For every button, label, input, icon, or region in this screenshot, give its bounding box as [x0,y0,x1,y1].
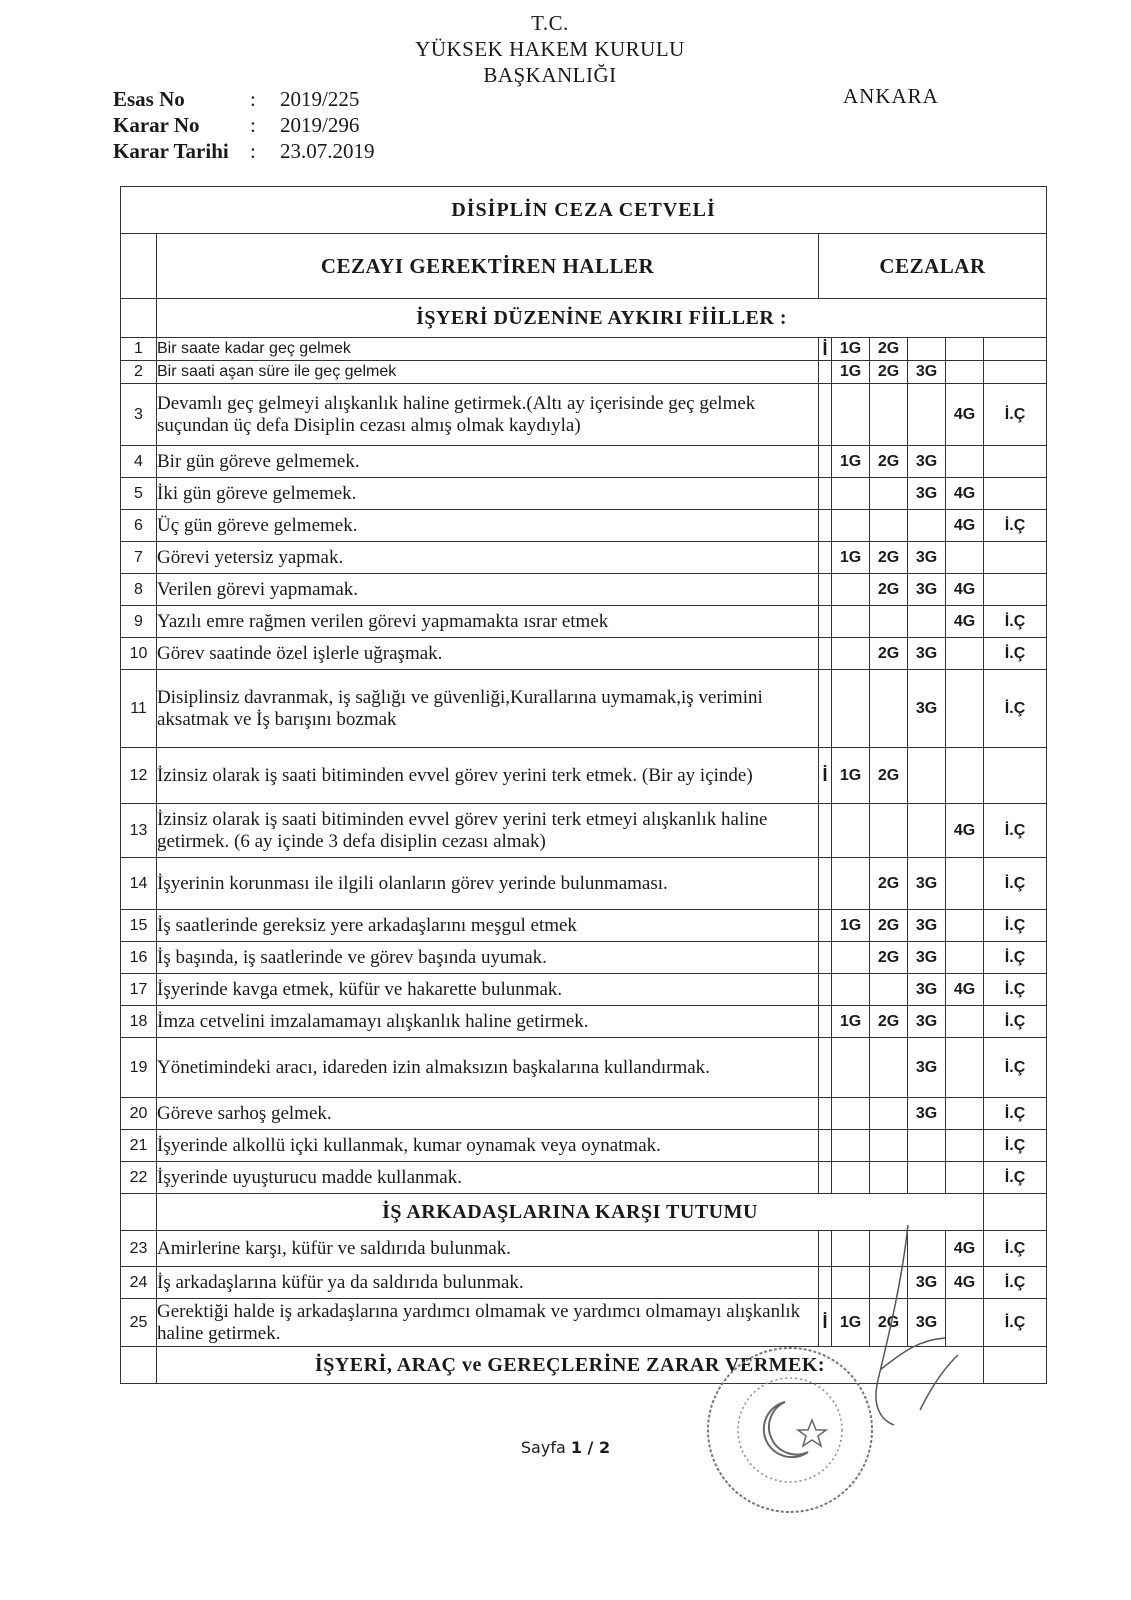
penalty-cell: İ.Ç [984,858,1047,910]
penalty-cell [832,1130,870,1162]
row-number: 10 [121,638,157,670]
penalty-cell: 1G [832,1006,870,1038]
row-number: 8 [121,574,157,606]
penalty-cell [870,384,908,446]
offense-description: İşyerinde kavga etmek, küfür ve hakarette bulunmak. [157,974,819,1006]
penalty-cell [946,446,984,478]
offense-description: İmza cetvelini imzalamamayı alışkanlık haline getirmek. [157,1006,819,1038]
header-institution: YÜKSEK HAKEM KURULU [415,37,685,61]
penalty-cell [832,478,870,510]
header-cezalar: CEZALAR [819,234,1047,299]
penalty-cell: İ.Ç [984,942,1047,974]
penalty-cell [819,638,832,670]
penalty-cell [908,748,946,804]
penalty-cell [832,638,870,670]
penalty-cell [819,974,832,1006]
table-row [121,974,1047,1006]
penalty-cell [832,606,870,638]
penalty-cell [819,446,832,478]
table-row [121,446,1047,478]
penalty-cell: İ.Ç [984,638,1047,670]
penalty-cell [908,1162,946,1194]
penalty-cell [908,338,946,361]
penalty-cell: İ.Ç [984,1038,1047,1098]
offense-description: Görevi yetersiz yapmak. [157,542,819,574]
penalty-cell [946,542,984,574]
row-number: 25 [121,1299,157,1347]
penalty-cell [870,1130,908,1162]
penalty-cell [984,361,1047,384]
table-row [121,510,1047,542]
penalty-cell: 4G [946,574,984,606]
penalty-cell [870,606,908,638]
penalty-cell [946,361,984,384]
table-row [121,606,1047,638]
penalty-cell: 3G [908,478,946,510]
penalty-cell: 3G [908,542,946,574]
penalty-cell [819,942,832,974]
penalty-cell [819,542,832,574]
penalty-cell [984,542,1047,574]
table-row [121,542,1047,574]
penalty-cell: 3G [908,974,946,1006]
penalty-cell: 3G [908,670,946,748]
offense-description: Göreve sarhoş gelmek. [157,1098,819,1130]
penalty-cell [832,804,870,858]
penalty-cell [819,361,832,384]
table-row [121,910,1047,942]
penalty-cell [819,804,832,858]
penalty-cell [946,1098,984,1130]
penalty-cell [819,384,832,446]
penalty-cell [946,338,984,361]
offense-description: Verilen görevi yapmamak. [157,574,819,606]
penalty-cell [832,670,870,748]
penalty-cell: İ.Ç [984,510,1047,542]
offense-description: Disiplinsiz davranmak, iş sağlığı ve güvenliği,Kurallarına uymamak,iş verimini aksatmak ve İş barışını bozmak [157,670,819,748]
penalty-cell [870,804,908,858]
penalty-cell: 3G [908,858,946,910]
penalty-cell: 3G [908,446,946,478]
offense-description: Devamlı geç gelmeyi alışkanlık haline getirmek.(Altı ay içerisinde geç gelmek suçundan üç defa Disiplin cezası almış olmak kaydıyla) [157,384,819,446]
penalty-cell: 3G [908,1006,946,1038]
penalty-cell [832,574,870,606]
meta-sep: : [250,87,256,111]
table-row [121,1098,1047,1130]
row-number: 11 [121,670,157,748]
table-row [121,942,1047,974]
row-number: 21 [121,1130,157,1162]
penalty-cell: 3G [908,574,946,606]
table-title: DİSİPLİN CEZA CETVELİ [121,187,1047,234]
table-row [121,1038,1047,1098]
penalty-cell [946,638,984,670]
penalty-cell [832,858,870,910]
offense-description: İşyerinde alkollü içki kullanmak, kumar oynamak veya oynatmak. [157,1130,819,1162]
table-row [121,748,1047,804]
penalty-cell [832,384,870,446]
row-number: 12 [121,748,157,804]
penalty-cell [870,478,908,510]
penalty-cell: 4G [946,510,984,542]
table-row [121,858,1047,910]
row-number: 6 [121,510,157,542]
penalty-table [120,186,1047,1384]
penalty-cell: 1G [832,542,870,574]
penalty-cell [819,858,832,910]
penalty-cell [946,1162,984,1194]
case-meta [113,86,375,164]
penalty-cell [946,1006,984,1038]
penalty-cell [946,670,984,748]
table-row [121,361,1047,384]
penalty-cell [908,384,946,446]
penalty-cell: İ.Ç [984,1162,1047,1194]
meta-label: Karar No [113,113,200,137]
penalty-cell [984,446,1047,478]
row-number: 20 [121,1098,157,1130]
penalty-cell: İ.Ç [984,606,1047,638]
row-number: 5 [121,478,157,510]
row-number: 7 [121,542,157,574]
penalty-cell: 4G [946,478,984,510]
table-row [121,384,1047,446]
penalty-cell: 3G [908,1299,946,1347]
penalty-cell: İ [819,1299,832,1347]
table-row [121,638,1047,670]
penalty-cell [946,1038,984,1098]
row-number: 15 [121,910,157,942]
penalty-cell: 1G [832,446,870,478]
penalty-cell: 4G [946,804,984,858]
penalty-cell: İ.Ç [984,1098,1047,1130]
penalty-cell [819,1231,832,1267]
table-row [121,338,1047,361]
penalty-cell [832,1038,870,1098]
penalty-cell: 3G [908,1038,946,1098]
penalty-cell [984,574,1047,606]
penalty-cell: 4G [946,606,984,638]
penalty-cell [946,942,984,974]
footer-page: 1 [570,1438,582,1457]
offense-description: Yazılı emre rağmen verilen görevi yapmamakta ısrar etmek [157,606,819,638]
row-number: 9 [121,606,157,638]
table-row [121,1130,1047,1162]
penalty-cell: 1G [832,361,870,384]
penalty-cell: 2G [870,942,908,974]
penalty-cell: İ.Ç [984,1130,1047,1162]
penalty-cell: 2G [870,748,908,804]
penalty-cell [819,1162,832,1194]
offense-description: Yönetimindeki aracı, idareden izin almaksızın başkalarına kullandırmak. [157,1038,819,1098]
header-tc: T.C. [531,11,569,35]
penalty-cell [984,478,1047,510]
penalty-cell: 3G [908,1098,946,1130]
penalty-cell [819,1267,832,1299]
offense-description: Bir saate kadar geç gelmek [157,338,819,361]
penalty-cell: 4G [946,974,984,1006]
penalty-cell: 3G [908,910,946,942]
penalty-cell: 2G [870,446,908,478]
offense-description: Amirlerine karşı, küfür ve saldırıda bulunmak. [157,1231,819,1267]
penalty-cell [908,606,946,638]
row-number: 2 [121,361,157,384]
footer-total: 2 [598,1438,611,1457]
penalty-cell: İ.Ç [984,804,1047,858]
penalty-cell: 2G [870,361,908,384]
row-number: 4 [121,446,157,478]
page-footer [0,1438,1131,1457]
penalty-cell [819,574,832,606]
penalty-cell: 3G [908,1267,946,1299]
row-number: 17 [121,974,157,1006]
offense-description: İki gün göreve gelmemek. [157,478,819,510]
penalty-cell: 2G [870,1006,908,1038]
meta-row [113,112,375,138]
penalty-cell: 1G [832,748,870,804]
section-title: İŞYERİ, ARAÇ ve GEREÇLERİNE ZARAR VERMEK: [157,1347,984,1384]
penalty-cell: 4G [946,384,984,446]
header-presidency: BAŞKANLIĞI [483,63,617,87]
penalty-cell [946,748,984,804]
footer-prefix: Sayfa [520,1438,571,1457]
penalty-cell [984,338,1047,361]
penalty-cell: İ [819,338,832,361]
penalty-cell [832,942,870,974]
penalty-cell: 3G [908,942,946,974]
penalty-cell [819,910,832,942]
penalty-cell: 4G [946,1231,984,1267]
penalty-cell: İ.Ç [984,910,1047,942]
penalty-cell [819,670,832,748]
meta-value: 23.07.2019 [280,139,375,163]
penalty-cell [984,748,1047,804]
penalty-cell: 2G [870,638,908,670]
penalty-cell [819,606,832,638]
penalty-cell: 2G [870,574,908,606]
penalty-cell [946,858,984,910]
penalty-cell [946,910,984,942]
penalty-cell: İ.Ç [984,1231,1047,1267]
table-row [121,1162,1047,1194]
meta-value: 2019/296 [280,113,360,137]
row-number: 19 [121,1038,157,1098]
meta-row [113,86,375,112]
table-row [121,574,1047,606]
footer-sep: / [581,1438,599,1457]
penalty-cell [819,510,832,542]
row-number: 24 [121,1267,157,1299]
penalty-cell: İ.Ç [984,1267,1047,1299]
table-row [121,1006,1047,1038]
meta-label: Karar Tarihi [113,139,229,163]
row-number: 22 [121,1162,157,1194]
penalty-cell [819,478,832,510]
section-blank [121,1194,157,1231]
penalty-cell [946,1130,984,1162]
penalty-cell: 1G [832,1299,870,1347]
table-row [121,670,1047,748]
penalty-cell: İ.Ç [984,670,1047,748]
penalty-cell: 1G [832,910,870,942]
section-blank [121,1347,157,1384]
section-title: İŞYERİ DÜZENİNE AYKIRI FİİLLER : [157,299,1047,338]
penalty-cell: 4G [946,1267,984,1299]
penalty-cell [832,974,870,1006]
offense-description: İzinsiz olarak iş saati bitiminden evvel görev yerini terk etmeyi alışkanlık haline getirmek. (6 ay içinde 3 defa disiplin cezası almak) [157,804,819,858]
offense-description: İşyerinde uyuşturucu madde kullanmak. [157,1162,819,1194]
offense-description: İş arkadaşlarına küfür ya da saldırıda bulunmak. [157,1267,819,1299]
offense-description: Bir gün göreve gelmemek. [157,446,819,478]
section-blank [984,1194,1047,1231]
meta-sep: : [250,113,256,137]
penalty-cell: İ.Ç [984,1006,1047,1038]
penalty-cell [870,1162,908,1194]
institution-header [380,10,720,88]
section-blank [984,1347,1047,1384]
offense-description: Gerektiği halde iş arkadaşlarına yardımcı olmamak ve yardımcı olmamayı alışkanlık haline getirmek. [157,1299,819,1347]
row-number: 14 [121,858,157,910]
row-number: 3 [121,384,157,446]
penalty-cell: 2G [870,542,908,574]
penalty-cell: İ [819,748,832,804]
offense-description: İş başında, iş saatlerinde ve görev başında uyumak. [157,942,819,974]
penalty-cell [870,510,908,542]
penalty-cell [819,1098,832,1130]
penalty-cell: 2G [870,1299,908,1347]
penalty-cell: İ.Ç [984,974,1047,1006]
penalty-cell: 2G [870,338,908,361]
penalty-cell [870,1098,908,1130]
penalty-cell [832,510,870,542]
header-blank [121,234,157,299]
table-title-row [121,187,1047,234]
penalty-cell: 3G [908,361,946,384]
meta-row [113,138,375,164]
section-row [121,299,1047,338]
row-number: 1 [121,338,157,361]
table-row [121,804,1047,858]
row-number: 23 [121,1231,157,1267]
offense-description: İş saatlerinde gereksiz yere arkadaşlarını meşgul etmek [157,910,819,942]
row-number: 16 [121,942,157,974]
penalty-cell [870,670,908,748]
penalty-cell [870,1038,908,1098]
section-title: İŞ ARKADAŞLARINA KARŞI TUTUMU [157,1194,984,1231]
header-haller: CEZAYI GEREKTİREN HALLER [157,234,819,299]
offense-description: Bir saati aşan süre ile geç gelmek [157,361,819,384]
penalty-cell [819,1130,832,1162]
penalty-cell [870,974,908,1006]
row-number: 18 [121,1006,157,1038]
penalty-cell: 2G [870,910,908,942]
meta-sep: : [250,139,256,163]
table-row [121,478,1047,510]
penalty-cell [832,1098,870,1130]
penalty-cell: İ.Ç [984,1299,1047,1347]
offense-description: İşyerinin korunması ile ilgili olanların görev yerinde bulunmaması. [157,858,819,910]
penalty-cell [819,1038,832,1098]
table-header-row [121,234,1047,299]
row-number: 13 [121,804,157,858]
penalty-cell: 1G [832,338,870,361]
penalty-cell [908,1130,946,1162]
penalty-cell [908,510,946,542]
penalty-cell: 3G [908,638,946,670]
meta-value: 2019/225 [280,87,360,111]
section-blank [121,299,157,338]
offense-description: Üç gün göreve gelmemek. [157,510,819,542]
offense-description: İzinsiz olarak iş saati bitiminden evvel görev yerini terk etmek. (Bir ay içinde) [157,748,819,804]
penalty-cell [908,804,946,858]
penalty-cell: İ.Ç [984,384,1047,446]
city-label: ANKARA [843,84,939,108]
penalty-cell [819,1006,832,1038]
meta-label: Esas No [113,87,185,111]
penalty-cell [832,1162,870,1194]
offense-description: Görev saatinde özel işlerle uğraşmak. [157,638,819,670]
official-stamp [690,1340,900,1520]
penalty-cell: 2G [870,858,908,910]
